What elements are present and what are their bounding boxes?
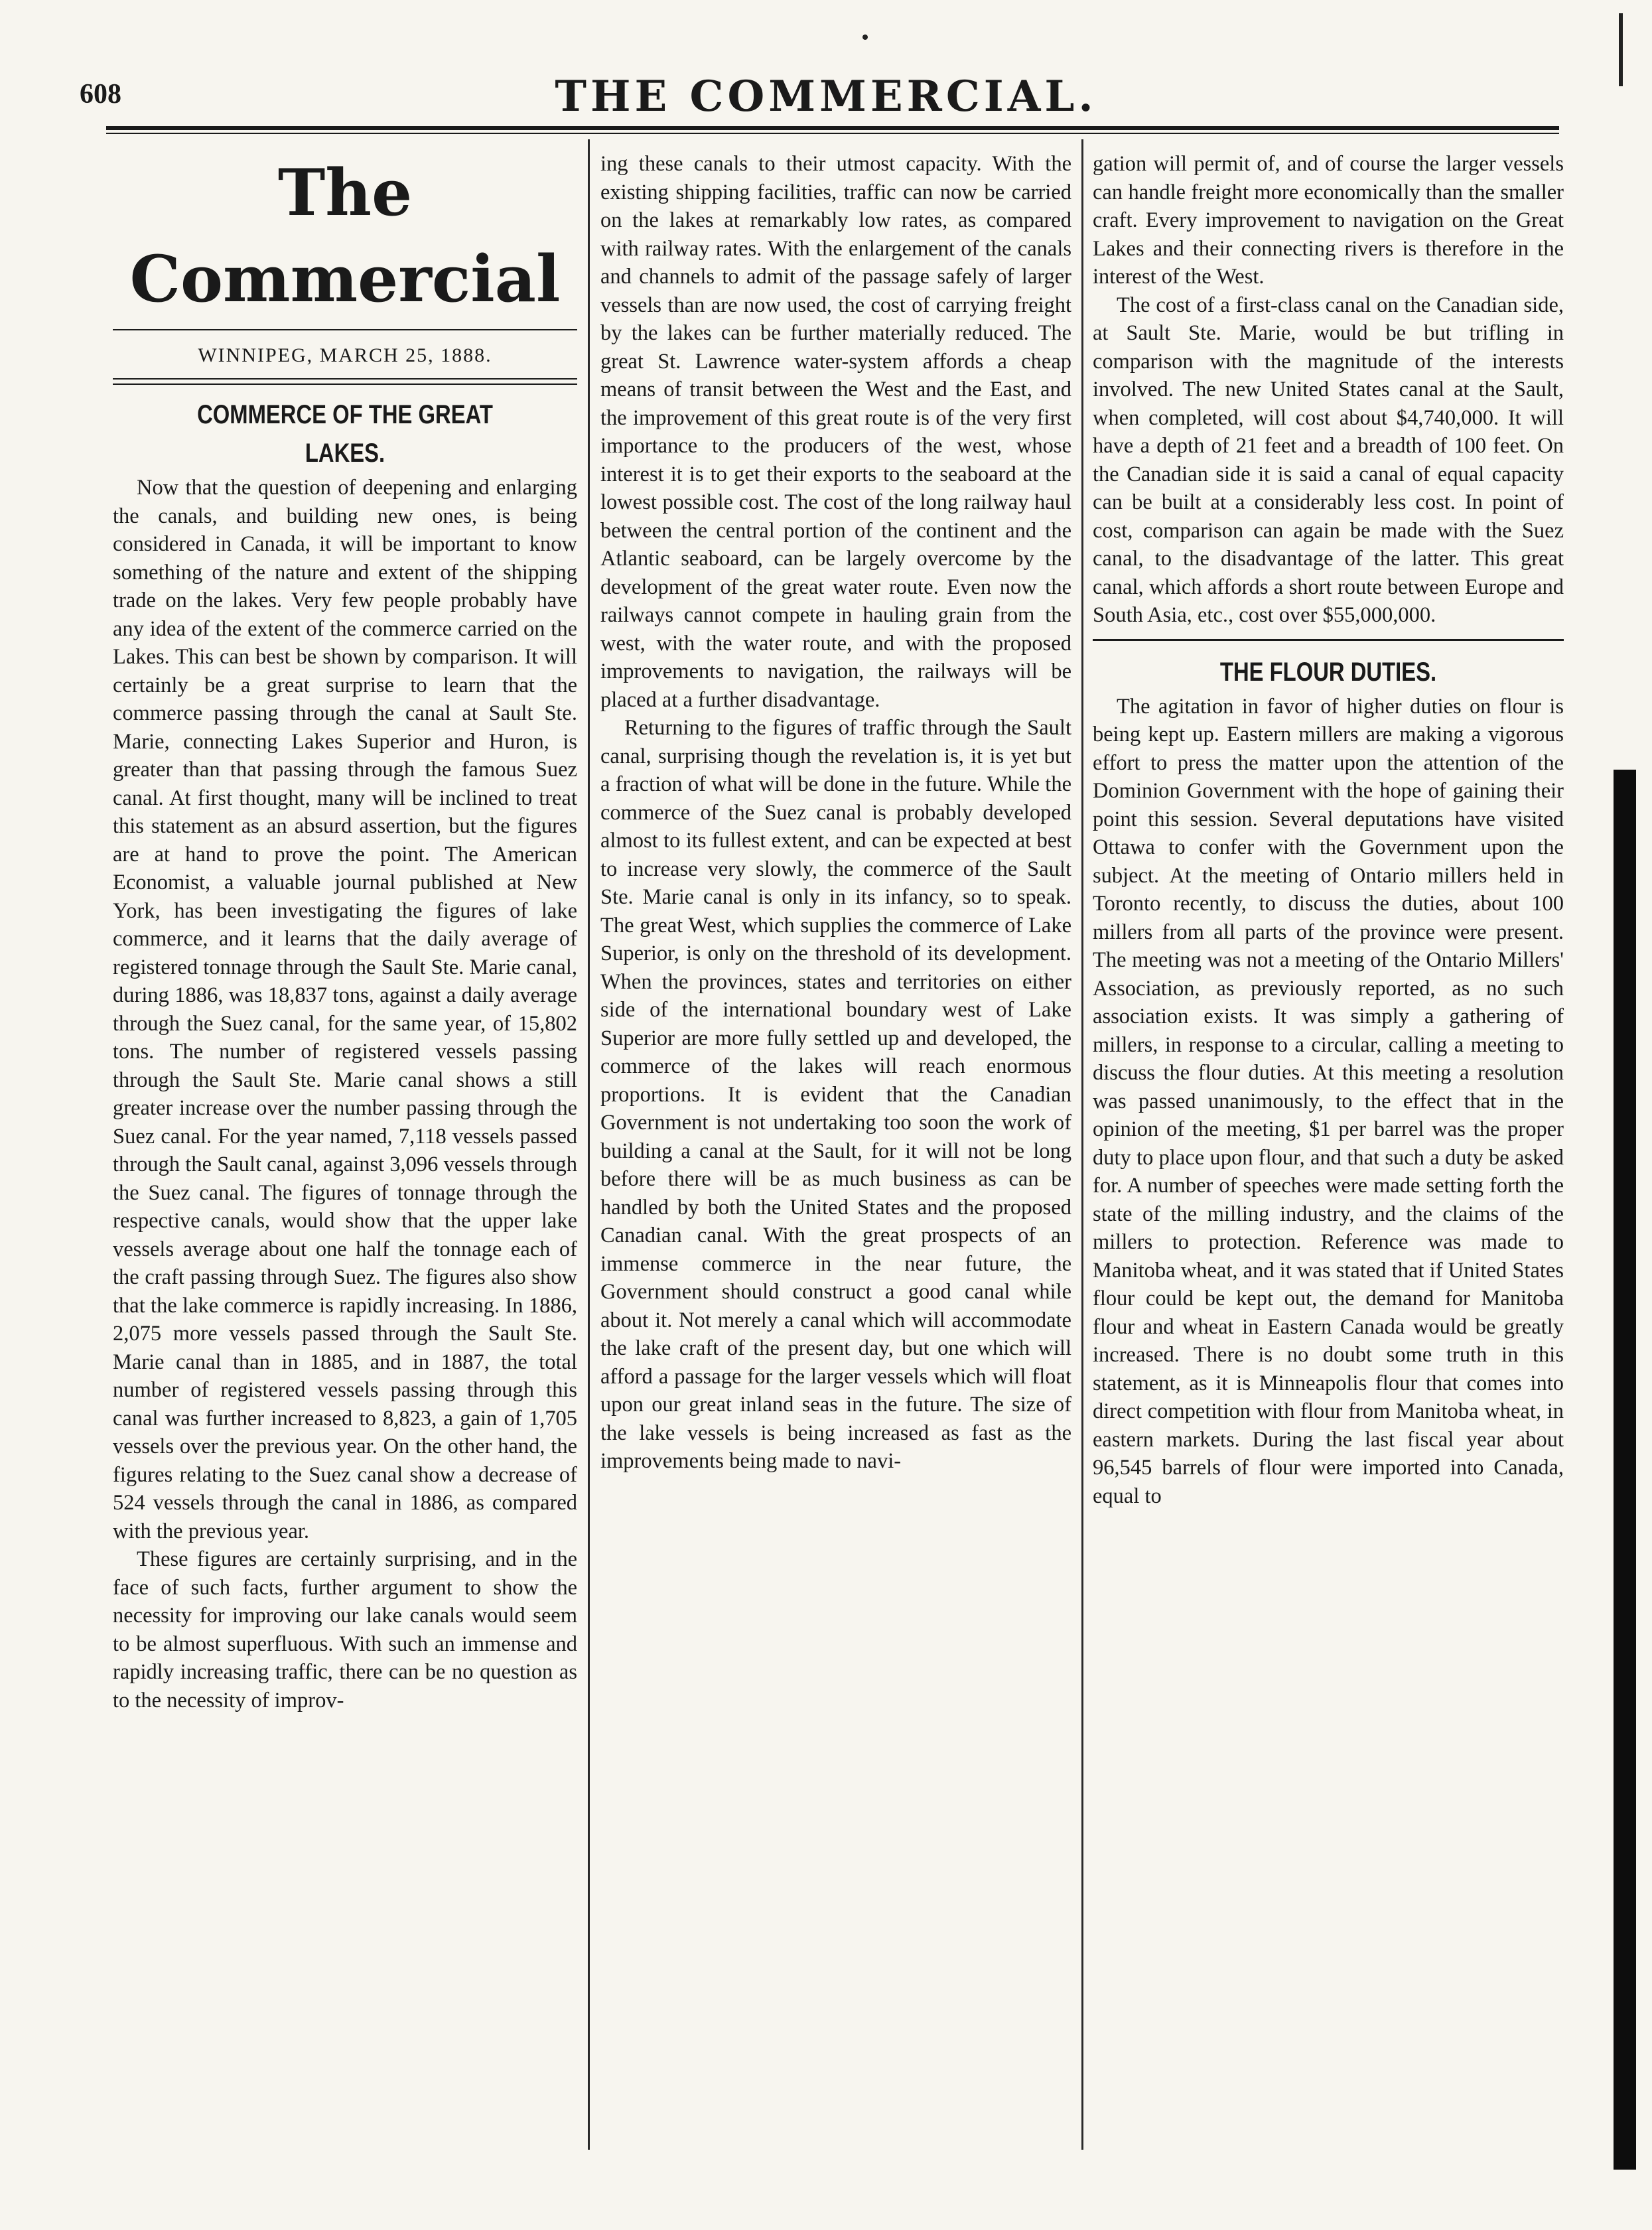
header-rule-thin [106,133,1559,134]
article-paragraph: The agitation in favor of higher duties on flour is being kept up. Eastern millers are making a vigorous effort to press the matter upon the attention of the Dominion Government with the hope of gaining their point this session. Several deputations have visited Ottawa to confer with the Government upon the subject. At the meeting of Ontario millers held in Toronto recently, to discuss the duties, about 100 millers from all parts of the province were present. The meeting was not a meeting of the Ontario Millers' Association, as previously reported, as no such association exists. It was simply a gathering of millers, in response to a circular, calling a meeting to discuss the flour duties. At this meeting a resolution was passed unanimously, to the effect that in the opinion of the meeting, $1 per barrel was the proper duty to place upon flour, and that such a duty be asked for. A number of speeches were made setting forth the state of the milling industry, and the claims of the millers to protection. Reference was made to Manitoba wheat, and it was stated that if United States flour could be kept out, the demand for Manitoba flour and wheat in Eastern Canada would be greatly increased. There is no doubt some truth in this statement, as it is Minneapolis flour that comes into direct competition with flour from Manitoba wheat, in eastern markets. During the last fiscal year about 96,545 barrels of flour were imported into Canada, equal to [1093,694,1564,1508]
dateline-rule [113,378,577,385]
page-number: 608 [80,79,121,109]
article-paragraph: These figures are certainly surprising, and in the face of such facts, further argument to show the necessity for improving our lake canals would seem to be almost superfluous. With such an immense and rapidly increasing traffic, there can be no question as to the necessity of improv- [113,1547,577,1712]
column-rule [1081,139,1083,2150]
header-rule [106,126,1559,130]
masthead: The Commercial [129,155,561,316]
article-paragraph: ing these canals to their utmost capacity. With the existing shipping facilities, traffic can now be carried on the lakes at remarkably low rates, as compared with railway rates. With the enlargement of the canals and channels to admit of the passage safely of larger vessels than are now used, the cost of carrying freight by the lakes can be further materially reduced. The great St. Lawrence water-system affords a cheap means of transit between the West and the East, and the improvement of this great route is of the very first importance to the producers of the west, whose interest it is to get their exports to the seaboard at the lowest possible cost. The cost of the long railway haul between the central portion of the continent and the Atlantic seaboard, can be largely overcome by the development of the great water route. Even now the railways cannot compete in hauling grain from the west, with the water route, and with the proposed improvements to navigation, the railways will be placed at a further disadvantage. [600,152,1071,712]
article-headline: COMMERCE OF THE GREAT LAKES. [197,400,493,468]
dateline: WINNIPEG, MARCH 25, 1888. [198,344,492,366]
section-rule [1093,639,1564,641]
masthead-rule [113,329,577,330]
column-3 [1093,150,1564,1510]
article-paragraph: Now that the question of deepening and enlarging the canals, and building new ones, is being considered in Canada, it will be important to know something of the nature and extent of the shipping trade on the lakes. Very few people probably have any idea of the extent of the commerce carried on the Lakes. This can best be shown by comparison. It will certainly be a great surprise to learn that the commerce passing through the canal at Sault Ste. Marie, connecting Lakes Superior and Huron, is greater than that passing through the famous Suez canal. At first thought, many will be inclined to treat this statement as an absurd assertion, but the figures are at hand to prove the point. The American Economist, a valuable journal published at New York, has been investigating the figures of lake commerce, and it learns that the daily average of registered tonnage through the Sault Ste. Marie canal, during 1886, was 18,837 tons, against a daily average through the Suez canal, for the same year, of 15,802 tons. The number of registered vessels passing through the Sault Ste. Marie canal shows a still greater increase over the number passing through the Suez canal. For the year named, 7,118 vessels passed through the Sault canal, against 3,096 vessels through the Suez canal. The figures of tonnage through the respective canals, would show that the upper lake vessels average about one half the tonnage each of the craft passing through Suez. The figures also show that the lake commerce is rapidly increasing. In 1886, 2,075 more vessels passed through the Sault Ste. Marie canal than in 1885, and in 1887, the total number of registered vessels passing through this canal was further increased to 8,823, a gain of 1,705 vessels over the previous year. On the other hand, the figures relating to the Suez canal show a decrease of 524 vessels through the canal in 1886, as compared with the previous year. [113,476,577,1543]
article-paragraph: gation will permit of, and of course the larger vessels can handle freight more economically than the smaller craft. Every improvement to navigation on the Great Lakes and their connecting rivers is therefore in the interest of the West. [1093,152,1564,289]
article-headline: THE FLOUR DUTIES. [1219,657,1437,687]
ink-speck [862,35,868,40]
article-paragraph: The cost of a first-class canal on the Canadian side, at Sault Ste. Marie, would be but trifling in comparison with the magnitude of the interests involved. The new United States canal at the Sault, when completed, will cost about $4,740,000. It will have a depth of 21 feet and a breadth of 100 feet. On the Canadian side it is said a canal of equal capacity can be built at a considerably less cost. In point of cost, comparison can again be made with the Suez canal, to the disadvantage of the latter. This great canal, which affords a short route between Europe and South Asia, etc., cost over $55,000,000. [1093,293,1564,627]
column-rule [588,139,590,2150]
column-1 [113,150,577,1714]
running-head: THE COMMERCIAL. [555,72,1097,121]
scan-edge-shadow [1614,770,1636,2170]
article-paragraph: Returning to the figures of traffic through the Sault canal, surprising though the revelation is, it is yet but a fraction of what will be done in the future. While the commerce of the Suez canal is probably developed almost to its fullest extent, and can be expected at best to increase very slowly, the commerce of the Sault Ste. Marie canal is only in its infancy, so to speak. The great West, which supplies the commerce of Lake Superior, is only on the threshold of its development. When the provinces, states and territories on either side of the international boundary west of Lake Superior are more fully settled up and developed, the commerce of the lakes will reach enormous proportions. It is evident that the Canadian Government is not undertaking too soon the work of building a canal at the Sault, for it will not be long before there will be as much business as can be handled by both the United States and the proposed Canadian canal. With the great prospects of an immense commerce in the near future, the Government should construct a good canal while about it. Not merely a canal which will accommodate the lake craft of the present day, but one which will afford a passage for the larger vessels which will float upon our great inland seas in the future. The size of the lake vessels is being increased as fast as the improvements being made to navi- [600,716,1071,1473]
column-2 [600,150,1071,1476]
